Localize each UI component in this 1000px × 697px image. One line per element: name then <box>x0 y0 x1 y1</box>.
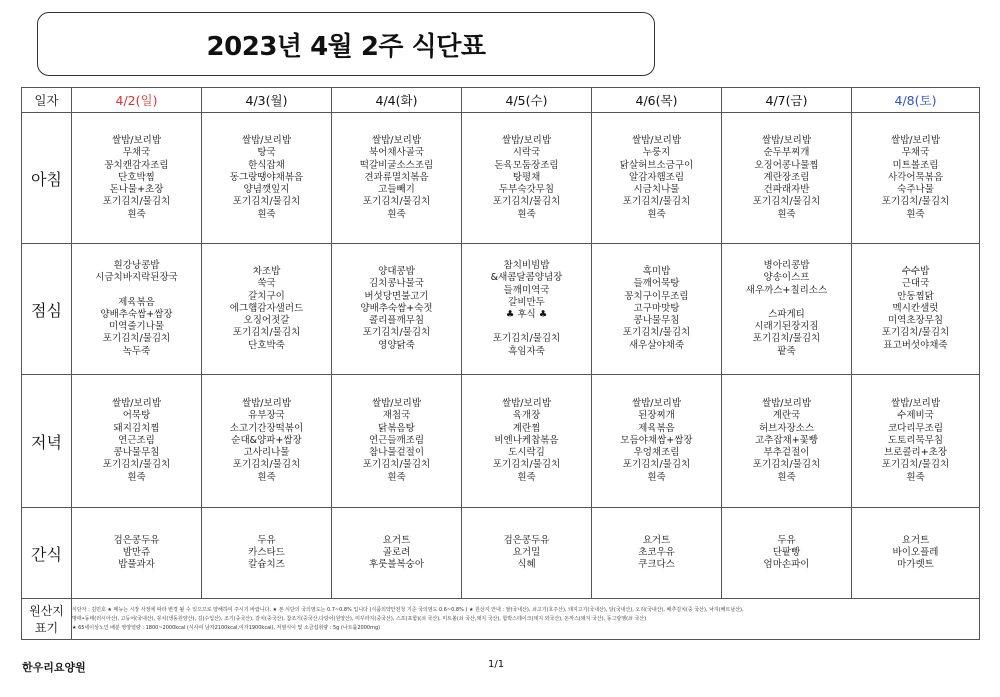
menu-item: 북어채사골국 <box>368 147 425 159</box>
menu-item: 들깨어묵탕 <box>633 278 680 290</box>
menu-item: 안동찜닭 <box>897 290 934 302</box>
menu-item: 흰죽 <box>647 471 666 483</box>
menu-item: 흰죽 <box>906 471 925 483</box>
menu-item: 차조밥 <box>252 266 281 278</box>
origin-line: ★ 65세이상노인 배분 영양열량 : 1800~2000kcal (식사여 남자2100kcal,여자1900kcal), 저염식이 및 소금섭취량 : 5g (나트륨2000mg) <box>72 624 381 631</box>
menu-item: 양배추숙쌈+쌈장 <box>100 309 173 320</box>
menu-item: 쌀밥/보리밥 <box>890 398 941 410</box>
menu-item: 계란찜 <box>512 422 541 434</box>
header-row <box>22 88 980 113</box>
breakfast-row <box>22 113 980 244</box>
menu-cell <box>72 113 202 244</box>
menu-item: 고추잡채+꽃빵 <box>754 434 819 446</box>
menu-item: 쌀밥/보리밥 <box>241 398 292 410</box>
menu-item: 흰죽 <box>906 208 925 220</box>
menu-cell <box>722 375 852 508</box>
menu-cell <box>852 113 980 244</box>
menu-item: 쑥국 <box>257 278 276 290</box>
menu-item: 멕시칸샐럿 <box>892 302 939 314</box>
origin-row <box>22 599 980 640</box>
menu-item: 견과류멸치볶음 <box>364 171 429 183</box>
menu-item: 미트볼조림 <box>892 159 939 171</box>
page-title: 2023년 4월 2주 식단표 <box>206 31 486 62</box>
menu-item: 쌀밥/보리밥 <box>501 398 552 410</box>
menu-item: 갈치구이 <box>248 290 285 302</box>
menu-item: 흑미밥 <box>642 266 671 278</box>
menu-item: 요거트 <box>642 534 671 546</box>
menu-item: 쌀밥/보리밥 <box>371 398 422 410</box>
menu-cell <box>202 244 332 375</box>
menu-item: 요거밀 <box>512 546 541 558</box>
institution-name: 한우리요양원 <box>22 661 86 674</box>
menu-item: 계란장조림 <box>763 171 810 183</box>
menu-item: 흰죽 <box>257 208 276 220</box>
menu-item: 녹두죽 <box>122 345 151 357</box>
menu-item: 누룽지 <box>642 147 671 159</box>
lunch-row <box>22 244 980 375</box>
menu-item <box>72 285 201 297</box>
menu-cell <box>722 113 852 244</box>
menu-item: 흰죽 <box>777 208 796 220</box>
menu-cell <box>852 375 980 508</box>
menu-item: 고들빼기 <box>378 184 415 196</box>
menu-item: &새콤달콤양념장 <box>490 272 563 284</box>
menu-cell <box>72 508 202 599</box>
menu-item: 연근들깨조림 <box>368 434 425 446</box>
menu-cell <box>72 244 202 375</box>
day-header-sat: 4/8(토) <box>852 88 980 113</box>
menu-item: 제육볶음 <box>118 296 155 308</box>
menu-item: 포기김치/물김치 <box>752 459 821 471</box>
menu-item: 육개장 <box>512 410 541 422</box>
menu-cell <box>852 508 980 599</box>
menu-item: 동그랑땡야채볶음 <box>229 171 304 183</box>
menu-item: 미역줄기나물 <box>108 321 165 333</box>
menu-item: 부추겉절이 <box>763 447 810 459</box>
menu-item: 에그햄감자샐러드 <box>229 302 304 314</box>
menu-item: 코다리무조림 <box>887 422 944 434</box>
menu-item: 골로려 <box>382 546 411 558</box>
menu-item: 쌀밥/보리밥 <box>761 135 812 147</box>
menu-item: 순두부찌개 <box>763 147 810 159</box>
menu-item: 흰죽 <box>517 208 536 220</box>
menu-item: 탕국 <box>257 147 276 159</box>
day-header-thu: 4/6(목) <box>592 88 722 113</box>
day-header-wed: 4/5(수) <box>462 88 592 113</box>
menu-item: 흰죽 <box>647 208 666 220</box>
menu-item: 검은콩두유 <box>113 534 160 546</box>
menu-item: 두부숙갓무침 <box>498 184 555 196</box>
menu-item: 포기김치/물김치 <box>232 327 301 339</box>
menu-item: 칼슘치즈 <box>248 559 285 571</box>
menu-item: 돼지김치찜 <box>113 422 160 434</box>
menu-item: 흰죽 <box>257 471 276 483</box>
menu-item: 포기김치/물김치 <box>622 459 691 471</box>
menu-item: 단팥빵 <box>772 546 801 558</box>
menu-item: 새우까스+칠리소스 <box>745 284 828 296</box>
menu-item: 양념깻잎지 <box>243 184 290 196</box>
menu-item: 요거트 <box>901 534 930 546</box>
menu-item: 닭볶음탕 <box>378 422 415 434</box>
menu-item: 쌀밥/보리밥 <box>761 398 812 410</box>
origin-label: 원산지 표기 <box>22 599 72 640</box>
menu-item: 스파게티 <box>768 309 805 320</box>
menu-item: 표고버섯야채죽 <box>883 339 948 351</box>
menu-item: 양배추숙쌈+숙젓 <box>360 302 433 314</box>
menu-item: 새우살야채죽 <box>628 339 685 351</box>
menu-cell <box>592 508 722 599</box>
menu-item: 탕평채 <box>512 171 541 183</box>
menu-item: 바이오플레 <box>892 546 939 558</box>
menu-item: 흰죽 <box>517 471 536 483</box>
menu-item: 검은콩두유 <box>503 534 550 546</box>
menu-cell <box>592 375 722 508</box>
menu-item: 도시락김 <box>508 447 545 459</box>
menu-item: 수제비국 <box>897 410 934 422</box>
date-label: 일자 <box>22 88 72 113</box>
menu-item: 유부장국 <box>248 410 285 422</box>
menu-item: 쌀밥/보리밥 <box>631 398 682 410</box>
menu-item: 참치비빔밥 <box>503 260 550 272</box>
day-header-mon: 4/3(월) <box>202 88 332 113</box>
menu-cell <box>462 244 592 375</box>
menu-item: 어묵탕 <box>122 410 151 422</box>
menu-item <box>722 297 851 309</box>
menu-cell <box>462 508 592 599</box>
menu-item: 흰죽 <box>387 208 406 220</box>
menu-item: 김치콩나물국 <box>368 278 425 290</box>
day-header-sun: 4/2(일) <box>72 88 202 113</box>
snack-row <box>22 508 980 599</box>
menu-item: 건파래자반 <box>763 184 810 196</box>
menu-cell <box>202 113 332 244</box>
origin-notes <box>72 599 980 640</box>
menu-item: 포기김치/물김치 <box>752 196 821 208</box>
menu-cell <box>332 244 462 375</box>
menu-item: 포기김치/물김치 <box>232 196 301 208</box>
menu-item: 포기김치/물김치 <box>362 459 431 471</box>
menu-item: 고구마맛탕 <box>633 302 680 314</box>
menu-cell <box>332 375 462 508</box>
menu-item <box>462 321 591 333</box>
menu-item: 팥죽 <box>777 345 796 357</box>
meal-label-snack: 간식 <box>22 508 72 599</box>
menu-item: 비엔나케찹볶음 <box>494 434 559 446</box>
menu-item: 콩나물무침 <box>633 315 680 327</box>
menu-cell <box>72 375 202 508</box>
menu-item: 허브자장소스 <box>758 422 815 434</box>
menu-item: 흰강낭콩밥 <box>113 260 160 272</box>
menu-item: 양대콩밥 <box>378 266 415 278</box>
menu-item: 시금치나물 <box>633 184 680 196</box>
menu-item: 재첩국 <box>382 410 411 422</box>
menu-item: 포기김치/물김치 <box>102 459 171 471</box>
menu-item: 포기김치/물김치 <box>881 327 950 339</box>
menu-cell <box>852 244 980 375</box>
menu-item: 미역초장무침 <box>887 315 944 327</box>
menu-item: 시락국 <box>512 147 541 159</box>
menu-cell <box>202 375 332 508</box>
menu-item: 포기김치/물김치 <box>102 196 171 208</box>
day-header-tue: 4/4(화) <box>332 88 462 113</box>
menu-cell <box>202 508 332 599</box>
menu-item: 시금치바지락된장국 <box>95 272 178 284</box>
menu-item: 요거트 <box>382 534 411 546</box>
menu-item: 포기김치/물김치 <box>881 196 950 208</box>
menu-item: 카스타드 <box>248 546 285 558</box>
menu-item: 식혜 <box>517 559 536 571</box>
meal-table <box>21 87 980 640</box>
menu-item: 버섯당면불고기 <box>364 290 429 302</box>
menu-item: 고사리나물 <box>243 447 290 459</box>
menu-item: 포기김치/물김치 <box>362 196 431 208</box>
menu-item: 포기김치/물김치 <box>102 333 171 345</box>
menu-item: 쌀밥/보리밥 <box>631 135 682 147</box>
meal-label-breakfast: 아침 <box>22 113 72 244</box>
menu-cell <box>722 244 852 375</box>
menu-item: 병아리콩밥 <box>763 260 810 272</box>
day-header-fri: 4/7(금) <box>722 88 852 113</box>
menu-item: 콜리플깨무침 <box>368 315 425 327</box>
menu-item: 계란국 <box>772 410 801 422</box>
menu-item: 포기김치/물김치 <box>232 459 301 471</box>
menu-item: 무채국 <box>122 147 151 159</box>
menu-item: 연근조림 <box>118 434 155 446</box>
menu-item: 두유 <box>257 534 276 546</box>
dinner-row <box>22 375 980 508</box>
menu-item: 포기김치/물김치 <box>492 459 561 471</box>
menu-item: 오징어콩나물찜 <box>754 159 819 171</box>
menu-item: 콩나물무침 <box>113 447 160 459</box>
menu-item: 숙주나물 <box>897 184 934 196</box>
menu-item: 닭살허브소금구이 <box>619 159 694 171</box>
menu-item: 무채국 <box>901 147 930 159</box>
menu-item: 오징어젓갈 <box>243 315 290 327</box>
menu-item: 돈나물+초장 <box>109 184 164 196</box>
menu-item: 돈육모둠장조림 <box>494 159 559 171</box>
menu-item: 우엉채조림 <box>633 447 680 459</box>
menu-item: 양송이스프 <box>763 272 810 284</box>
menu-item: 한식잡채 <box>248 159 285 171</box>
menu-item: 쌀밥/보리밥 <box>890 135 941 147</box>
menu-item: 쌀밥/보리밥 <box>371 135 422 147</box>
menu-item: 포기김치/물김치 <box>492 196 561 208</box>
menu-item: 단호박찜 <box>118 171 155 183</box>
menu-item: 참나물겉절이 <box>368 447 425 459</box>
menu-item: 순대&양파+쌈장 <box>231 434 302 446</box>
menu-item: 포기김치/물김치 <box>752 333 821 345</box>
menu-item: 단호박죽 <box>248 339 285 351</box>
menu-item: 엄마손파이 <box>763 559 810 571</box>
menu-item: 밤만쥬 <box>122 546 151 558</box>
menu-item: 흰죽 <box>127 471 146 483</box>
page-number: 1/1 <box>488 659 505 670</box>
menu-item: 포기김치/물김치 <box>881 459 950 471</box>
menu-item: 영양닭죽 <box>378 339 415 351</box>
menu-item: 들깨미역국 <box>503 284 550 296</box>
origin-line: 식단자 : 김민호 ★ 메뉴는 시장 사정에 따라 변경 될 수 있으므로 양해하여 주시기 바랍니다. ★ 본 식단의 국의염도는 0.7~0.8% 입니다 (식품의약안전청 기준 국의염도 0.6~0.8% ) ★ 원산지 안내 : 쌀(국내산), 쇠고기(호주산), 돼지고기(국내산), 닭(국내산), 오리(국내산), 배추김치(중 국산), 낙지(베트남산), <box>72 606 744 613</box>
menu-item: 갈비만두 <box>508 296 545 308</box>
menu-item: 소고기간장떡볶이 <box>229 422 304 434</box>
title-box <box>37 12 655 76</box>
menu-item: 수수밥 <box>901 266 930 278</box>
menu-cell <box>462 113 592 244</box>
menu-item: 쿠크다스 <box>638 559 675 571</box>
menu-cell <box>722 508 852 599</box>
menu-cell <box>332 508 462 599</box>
menu-item: 근대국 <box>901 278 930 290</box>
menu-item: 쌀밥/보리밥 <box>111 398 162 410</box>
menu-item: 도토리묵무침 <box>887 434 944 446</box>
menu-cell <box>592 113 722 244</box>
menu-item: 알감자햄조림 <box>628 171 685 183</box>
menu-item: 제육볶음 <box>638 422 675 434</box>
origin-line: 명태•동태(러시아산), 고등어(국내산), 꽁치(냉동원양산), 김(수입산), 조기(중국산), 갈치(중국산), 참조기(중국산,다랑어(원양산), 미꾸라지(중국산), 스프(포함)(쇠 국산), 미트볼(쇠 국산,돼지 국산), 함박스테이크(돼지 외국산), 돈까스(돼지 국산), 동그랑땡(쇠 국산) <box>72 615 647 622</box>
menu-item: 후룻볼복숭아 <box>368 559 425 571</box>
menu-item: 꽁치캔감자조림 <box>104 159 169 171</box>
menu-item: 꽁치구이무조림 <box>624 290 689 302</box>
menu-item: 흑임자죽 <box>508 345 545 357</box>
menu-item: 포기김치/물김치 <box>362 327 431 339</box>
menu-cell <box>462 375 592 508</box>
menu-item: 밥풀과자 <box>118 559 155 571</box>
menu-item: 쌀밥/보리밥 <box>111 135 162 147</box>
menu-item: 된장찌개 <box>638 410 675 422</box>
menu-item: 두유 <box>777 534 796 546</box>
menu-item: 떡갈비굴소스조림 <box>359 159 434 171</box>
menu-item: ♣ 후식 ♣ <box>505 309 548 320</box>
menu-item: 포기김치/물김치 <box>622 196 691 208</box>
menu-item: 쌀밥/보리밥 <box>501 135 552 147</box>
menu-item: 마가렛트 <box>897 559 934 571</box>
menu-item: 모듬야채쌈+쌈장 <box>620 434 693 446</box>
meal-label-dinner: 저녁 <box>22 375 72 508</box>
menu-item: 흰죽 <box>777 471 796 483</box>
menu-cell <box>592 244 722 375</box>
menu-item: 포기김치/물김치 <box>492 333 561 345</box>
menu-item: 브로콜리+초장 <box>883 447 948 459</box>
meal-label-lunch: 점심 <box>22 244 72 375</box>
menu-cell <box>332 113 462 244</box>
menu-item: 초코우유 <box>638 546 675 558</box>
menu-item: 흰죽 <box>387 471 406 483</box>
menu-item: 쌀밥/보리밥 <box>241 135 292 147</box>
menu-item: 흰죽 <box>127 208 146 220</box>
menu-item: 사각어묵볶음 <box>887 171 944 183</box>
menu-item: 시래기된장지짐 <box>754 321 819 333</box>
menu-item: 포기김치/물김치 <box>622 327 691 339</box>
